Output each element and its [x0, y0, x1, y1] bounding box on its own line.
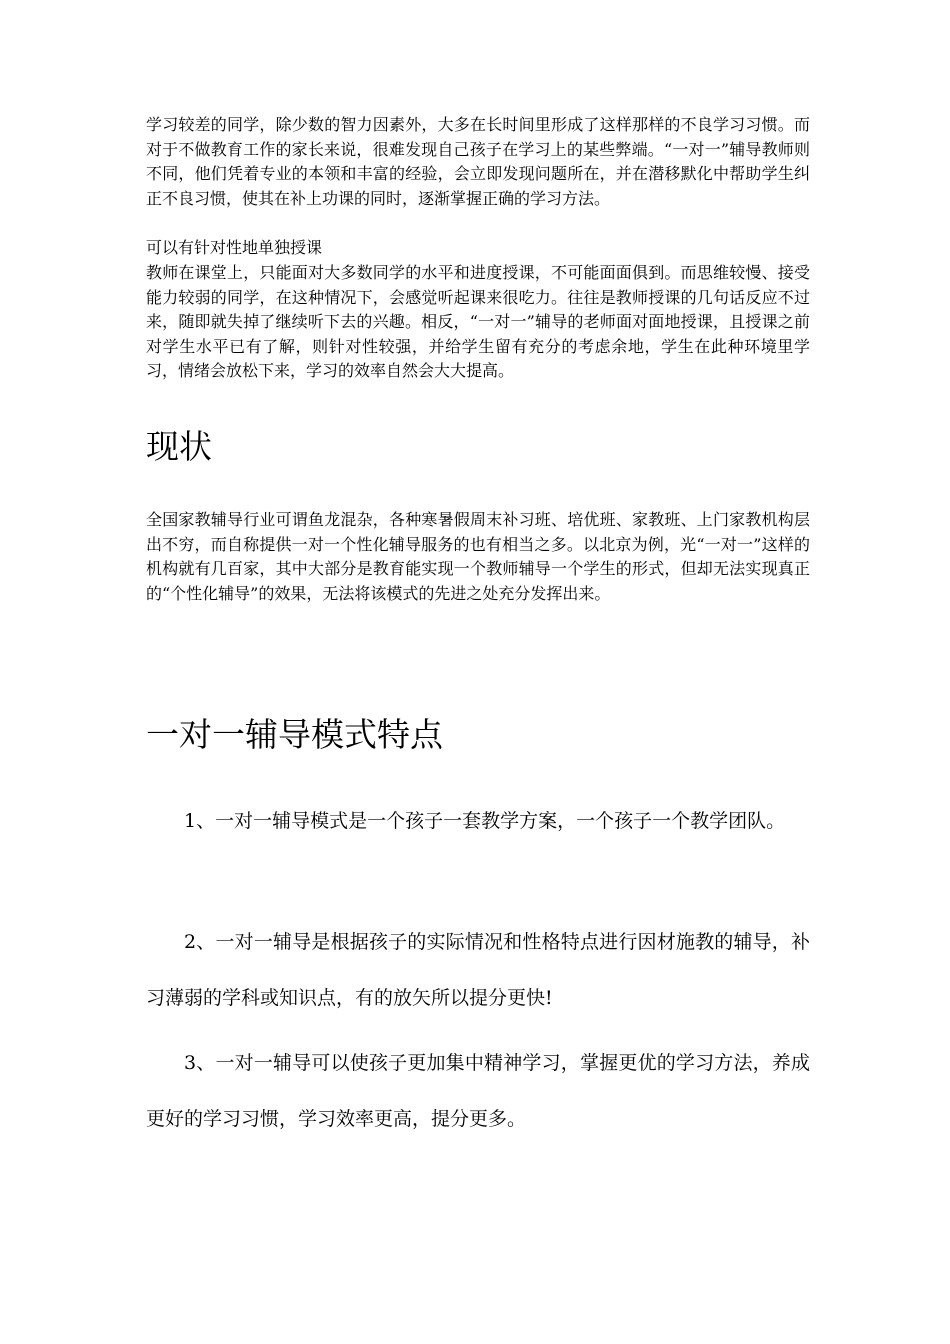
targeted-teaching-paragraph: 教师在课堂上，只能面对大多数同学的水平和进度授课，不可能面面俱到。而思维较慢、接受能力较弱的同学，在这种情况下，会感觉听起课来很吃力。往往是教师授课的几句话反应不过来，随即就失掉了继续听下去的兴趣。相反，“一对一”辅导的老师面对面地授课，且授课之前对学生水平已有了解，则针对性较强，并给学生留有充分的考虑余地，学生在此种环境里学习，情绪会放松下来，学习的效率自然会大大提高。	[146, 263, 810, 380]
feature-item-1: 1、一对一辅导模式是一个孩子一套教学方案，一个孩子一个教学团队。	[184, 810, 786, 832]
intro-paragraph: 学习较差的同学，除少数的智力因素外，大多在长时间里形成了这样那样的不良学习习惯。而对于不做教育工作的家长来说，很难发现自己孩子在学习上的某些弊端。“一对一”辅导教师则不同，他们凭着专业的本领和丰富的经验，会立即发现问题所在，并在潜移默化中帮助学生纠正不良习惯，使其在补上功课的同时，逐渐掌握正确的学习方法。	[146, 115, 810, 208]
features-heading: 一对一辅导模式特点	[146, 715, 443, 754]
status-heading: 现状	[146, 427, 212, 466]
feature-item-3: 3、一对一辅导可以使孩子更加集中精神学习，掌握更优的学习方法，养成更好的学习习惯，学习效率更高，提分更多。	[146, 1052, 810, 1130]
feature-item-2: 2、一对一辅导是根据孩子的实际情况和性格特点进行因材施教的辅导，补习薄弱的学科或知识点，有的放矢所以提分更快!	[146, 931, 810, 1009]
status-paragraph: 全国家教辅导行业可谓鱼龙混杂，各种寒暑假周末补习班、培优班、家教班、上门家教机构层出不穷，而自称提供一对一个性化辅导服务的也有相当之多。以北京为例，光“一对一”这样的机构就有几百家，其中大部分是教育能实现一个教师辅导一个学生的形式，但却无法实现真正的“个性化辅导”的效果，无法将该模式的先进之处充分发挥出来。	[146, 510, 810, 603]
targeted-teaching-heading: 可以有针对性地单独授课	[146, 238, 323, 257]
